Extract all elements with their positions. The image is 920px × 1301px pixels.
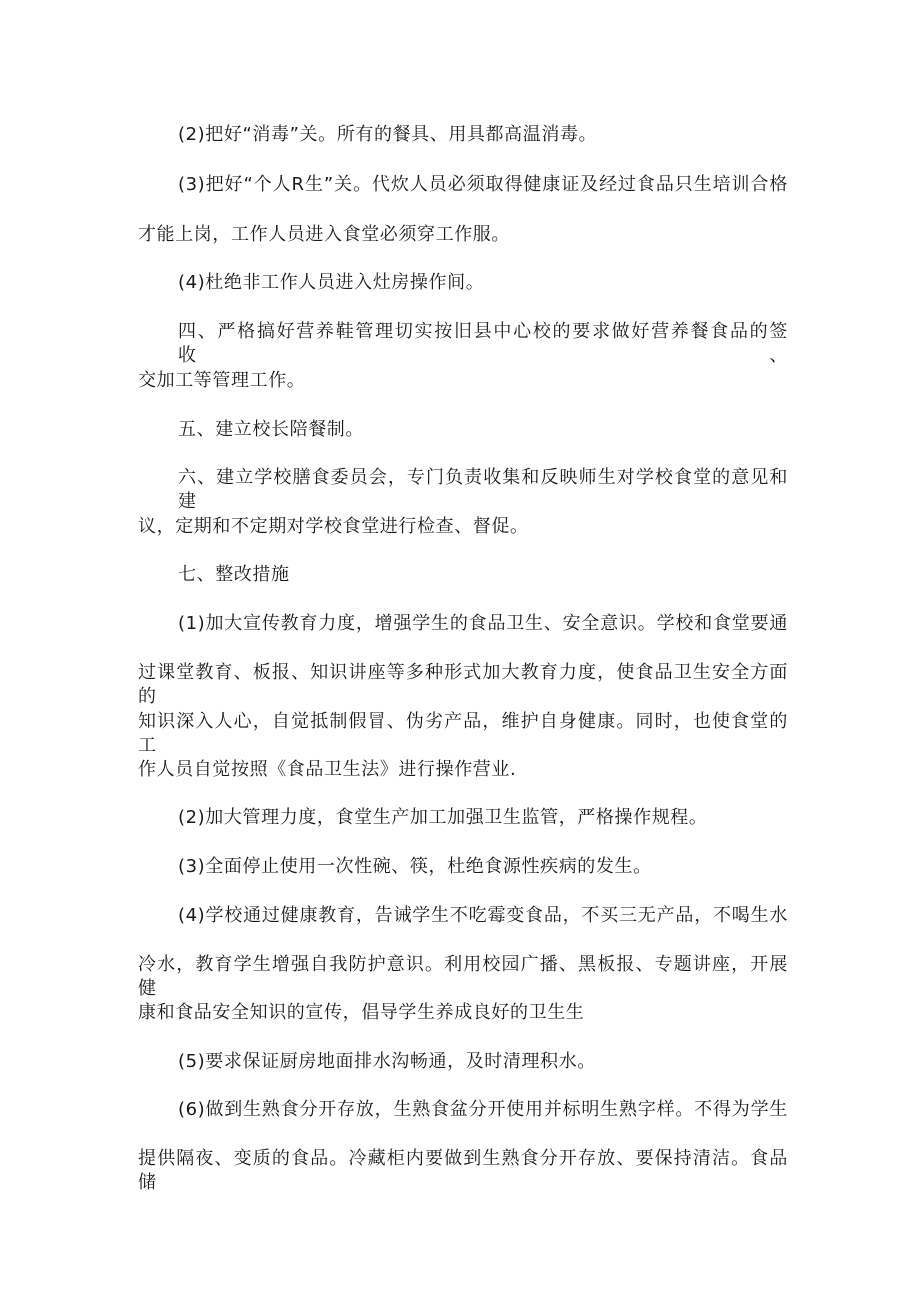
paragraph-line: (4)学校通过健康教育，告诫学生不吃霉变食品，不买三无产品，不喝生水 bbox=[178, 905, 788, 926]
paragraph-line: (5)要求保证厨房地面排水沟畅通，及时清理积水。 bbox=[178, 1051, 596, 1072]
paragraph-line: (3)把好“个人R生”关。代炊人员必须取得健康证及经过食品只生培训合格 bbox=[178, 174, 788, 195]
paragraph-line: (2)把好“消毒”关。所有的餐具、用具都高温消毒。 bbox=[178, 124, 598, 145]
paragraph-line: 议，定期和不定期对学校食堂进行检查、督促。 bbox=[138, 516, 529, 537]
paragraph-line: (6)做到生熟食分开存放，生熟食盆分开使用并标明生熟字样。不得为学生 bbox=[178, 1099, 788, 1120]
paragraph-line: (3)全面停止使用一次性碗、筷，杜绝食源性疾病的发生。 bbox=[178, 856, 652, 877]
paragraph-line: 四、严格搞好营养鞋管理切实按旧县中心校的要求做好营养餐食品的签收、 bbox=[178, 321, 788, 366]
paragraph-line: 提供隔夜、变质的食品。冷藏柜内要做到生熟食分开存放、要保持清洁。食品储 bbox=[138, 1148, 788, 1193]
section-heading: 七、整改措施 bbox=[178, 564, 290, 585]
paragraph-line: 康和食品安全知识的宣传，倡导学生养成良好的卫生生 bbox=[138, 1002, 585, 1023]
paragraph-line: (1)加大宣传教育力度，增强学生的食品卫生、安全意识。学校和食堂要通 bbox=[178, 613, 788, 634]
paragraph-line: 六、建立学校膳食委员会，专门负责收集和反映师生对学校食堂的意见和建 bbox=[178, 467, 788, 512]
paragraph-line: 过课堂教育、板报、知识讲座等多种形式加大教育力度，使食品卫生安全方面的 bbox=[138, 662, 788, 707]
paragraph-line: 才能上岗，工作人员进入食堂必须穿工作服。 bbox=[138, 224, 510, 245]
paragraph-line: 冷水，教育学生增强自我防护意识。利用校园广播、黑板报、专题讲座，开展健 bbox=[138, 954, 788, 999]
paragraph-line: (2)加大管理力度，食堂生产加工加强卫生监管，严格操作规程。 bbox=[178, 807, 708, 828]
paragraph-line: 交加工等管理工作。 bbox=[138, 370, 306, 391]
paragraph-line: 五、建立校长陪餐制。 bbox=[178, 419, 364, 440]
paragraph-line: (4)杜绝非工作人员进入灶房操作间。 bbox=[178, 272, 485, 293]
paragraph-line: 知识深入人心，自觉抵制假冒、伪劣产品，维护自身健康。同时，也使食堂的工 bbox=[138, 711, 788, 756]
paragraph-line: 作人员自觉按照《食品卫生法》进行操作营业. bbox=[138, 759, 517, 780]
